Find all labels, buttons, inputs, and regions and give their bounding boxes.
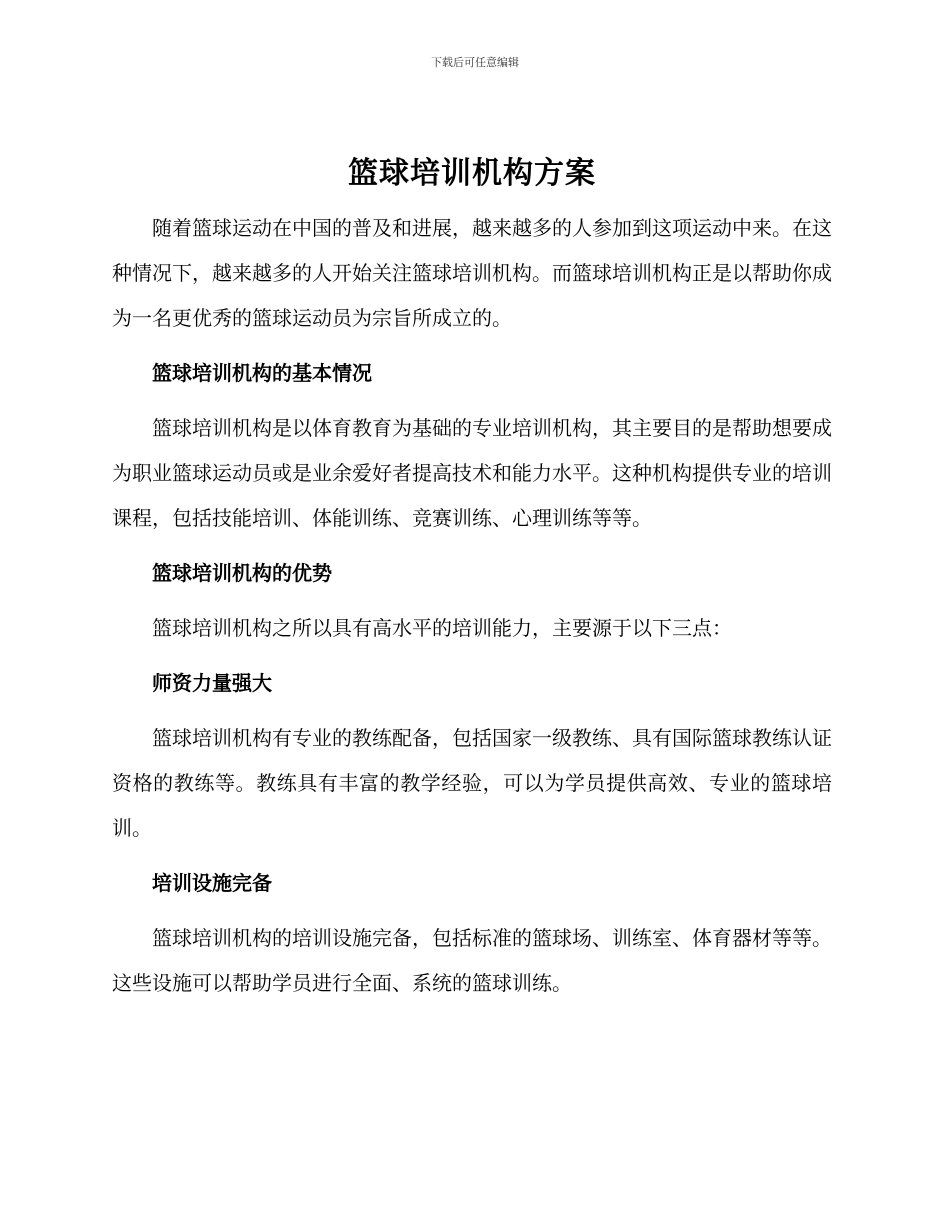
intro-paragraph: 随着篮球运动在中国的普及和进展，越来越多的人参加到这项运动中来。在这种情况下，越来越多的人开始关注篮球培训机构。而篮球培训机构正是以帮助你成为一名更优秀的篮球运动员为宗旨所成立的。 — [112, 216, 832, 330]
header-note: 下载后可任意编辑 — [431, 56, 519, 69]
basic-paragraph: 篮球培训机构是以体育教育为基础的专业培训机构，其主要目的是帮助想要成为职业篮球运动员或是业余爱好者提高技术和能力水平。这种机构提供专业的培训课程，包括技能培训、体能训练、竞赛训练、心理训练等等。 — [112, 416, 832, 530]
section-heading-facilities: 培训设施完备 — [152, 871, 272, 895]
section-heading-teachers: 师资力量强大 — [152, 671, 272, 695]
document-title: 篮球培训机构方案 — [348, 156, 596, 191]
advantage-paragraph: 篮球培训机构之所以具有高水平的培训能力，主要源于以下三点： — [152, 616, 732, 640]
section-heading-basic: 篮球培训机构的基本情况 — [152, 361, 372, 385]
facilities-paragraph: 篮球培训机构的培训设施完备，包括标准的篮球场、训练室、体育器材等等。这些设施可以帮助学员进行全面、系统的篮球训练。 — [112, 926, 832, 995]
teachers-paragraph: 篮球培训机构有专业的教练配备，包括国家一级教练、具有国际篮球教练认证资格的教练等。教练具有丰富的教学经验，可以为学员提供高效、专业的篮球培训。 — [112, 726, 832, 840]
section-heading-advantage: 篮球培训机构的优势 — [152, 561, 332, 585]
document-body — [112, 148, 832, 1016]
